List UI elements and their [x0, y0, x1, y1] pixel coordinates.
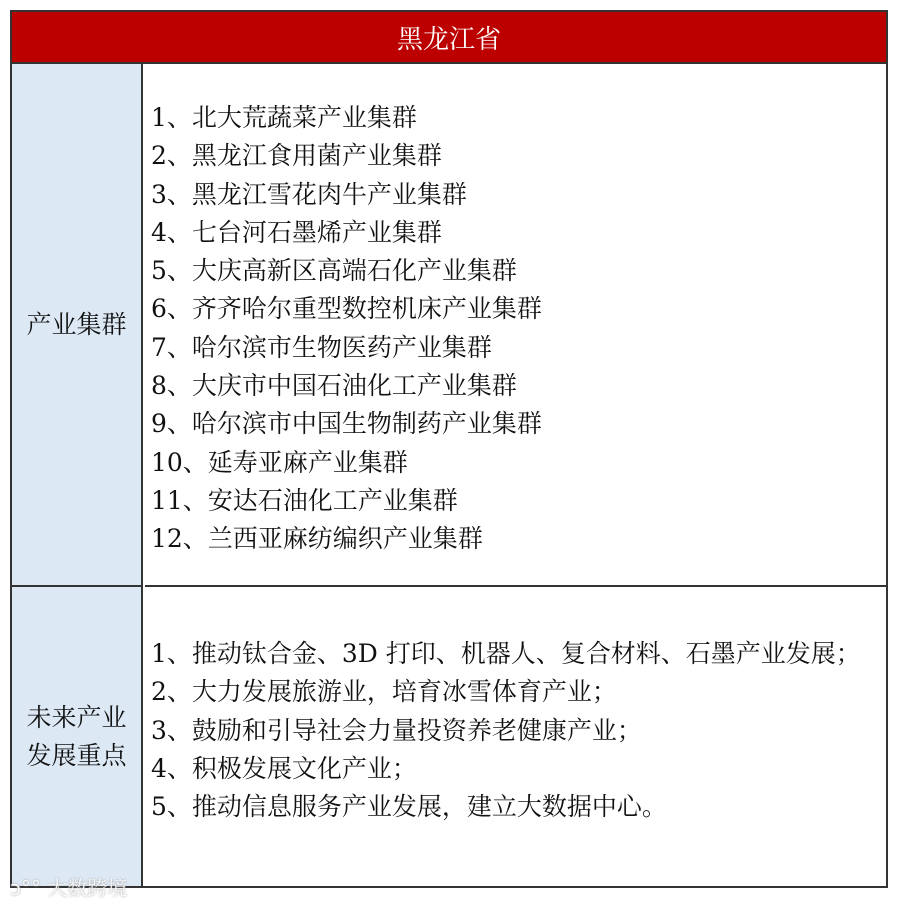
row-label-text: 未来产业发展重点 — [26, 702, 127, 770]
future-focus-list — [145, 587, 886, 886]
list-item: 4、积极发展文化产业； — [151, 753, 417, 783]
list-item: 1、北大荒蔬菜产业集群 — [151, 103, 417, 132]
row-label-future-focus — [12, 587, 143, 886]
list-item: 1、推动钛合金、3D 打印、机器人、复合材料、石墨产业发展； — [151, 639, 861, 668]
list-item: 5、推动信息服务产业发展，建立大数据中心。 — [151, 792, 667, 822]
watermark — [10, 872, 127, 901]
table-title: 黑龙江省 — [12, 12, 886, 64]
list-item: 12、兰西亚麻纺编织产业集群 — [151, 524, 483, 554]
list-item: 7、哈尔滨市生物医药产业集群 — [151, 332, 492, 362]
list-item: 9、哈尔滨市中国生物制药产业集群 — [151, 409, 542, 439]
list-item: 2、黑龙江食用菌产业集群 — [151, 141, 442, 171]
list-item: 8、大庆市中国石油化工产业集群 — [151, 371, 517, 401]
logo-icon: ↄ°° — [10, 876, 48, 900]
province-table — [10, 10, 888, 888]
list-item: 4、七台河石墨烯产业集群 — [151, 217, 442, 247]
watermark-text: 大数跨境 — [47, 876, 128, 900]
industry-cluster-list — [145, 64, 886, 587]
list-item: 3、鼓励和引导社会力量投资养老健康产业； — [151, 715, 642, 745]
list-item: 6、齐齐哈尔重型数控机床产业集群 — [151, 294, 542, 324]
row-label-industry-clusters: 产业集群 — [12, 64, 143, 587]
list-item: 5、大庆高新区高端石化产业集群 — [151, 256, 517, 286]
list-item: 10、延寿亚麻产业集群 — [151, 447, 408, 477]
list-item: 3、黑龙江雪花肉牛产业集群 — [151, 179, 467, 209]
list-item: 11、安达石油化工产业集群 — [151, 485, 458, 515]
list-item: 2、大力发展旅游业，培育冰雪体育产业； — [151, 677, 617, 707]
